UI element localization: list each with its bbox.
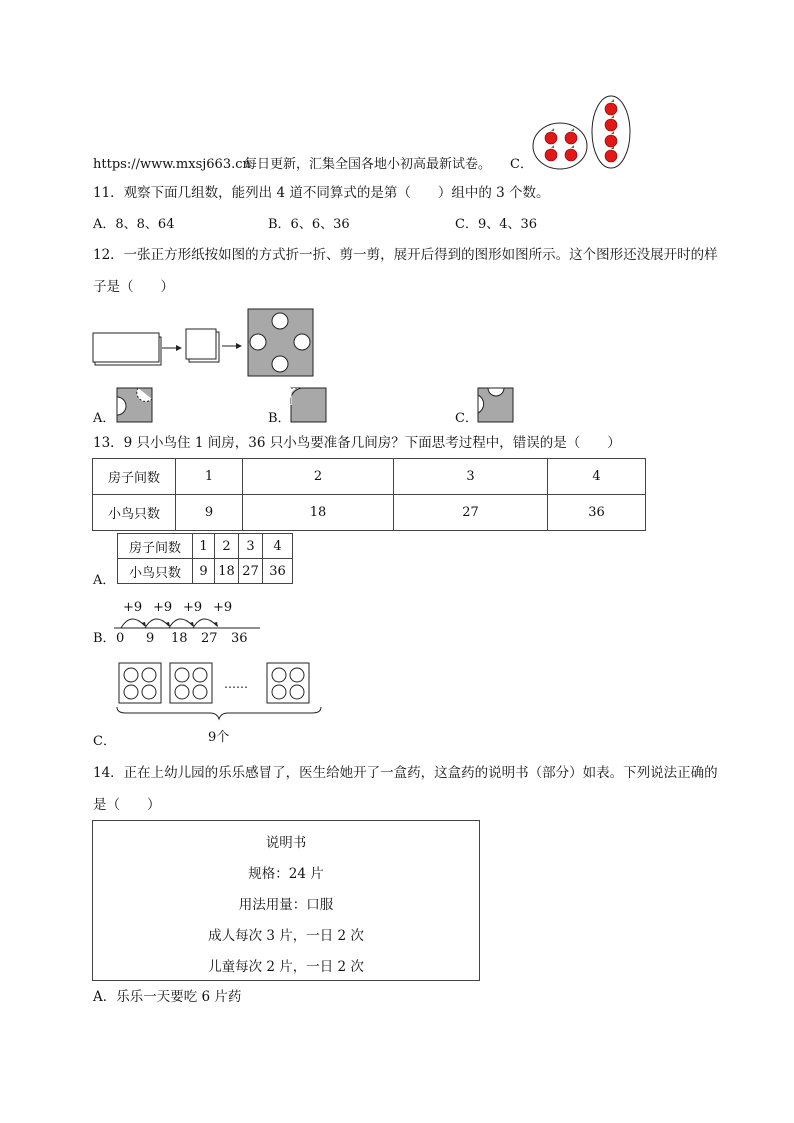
table-cell: 18	[215, 559, 239, 584]
instructions-box	[92, 820, 480, 981]
tick-label: 9	[146, 631, 155, 645]
tick-label: 0	[116, 631, 125, 645]
group-count-label: 9个	[208, 730, 230, 745]
apple-groups-image	[530, 94, 636, 172]
q11-option-a[interactable]: A．8、8、64	[93, 217, 175, 232]
ellipsis: ……	[224, 677, 248, 691]
table-row-header: 房子间数	[118, 534, 193, 559]
instructions-line: 用法用量：口服	[238, 897, 334, 913]
instructions-line: 儿童每次 2 片，一日 2 次	[208, 959, 364, 975]
q13-option-a-label[interactable]: A．	[93, 573, 116, 588]
table-cell: 1	[193, 534, 215, 559]
q13-option-c-groups-diagram[interactable]	[114, 660, 326, 722]
option-c-label: C．	[510, 157, 533, 172]
folding-process-diagram	[92, 306, 317, 380]
table-cell: 27	[394, 495, 548, 531]
table-row-header: 房子间数	[93, 459, 176, 495]
table-cell: 36	[263, 559, 293, 584]
instructions-line: 规格：24 片	[248, 866, 324, 882]
q13-option-b-label[interactable]: B．	[93, 631, 116, 646]
table-cell: 18	[243, 495, 394, 531]
step-label: +9	[213, 600, 233, 615]
table-cell: 1	[176, 459, 243, 495]
q12-option-a-shape[interactable]	[116, 387, 154, 423]
source-url[interactable]: https://www.mxsj663.cn	[93, 157, 251, 172]
table-cell: 27	[239, 559, 263, 584]
q12-stem-line1: 12．一张正方形纸按如图的方式折一折、剪一剪，展开后得到的图形如图所示。这个图形还没展开时的样	[93, 247, 718, 263]
q13-option-a-table[interactable]	[117, 533, 293, 584]
tick-label: 36	[231, 631, 248, 645]
q13-main-table	[92, 458, 646, 531]
table-row-header: 小鸟只数	[118, 559, 193, 584]
q13-option-b-number-line[interactable]	[112, 597, 262, 645]
table-cell: 4	[263, 534, 293, 559]
q14-stem-line1: 14．正在上幼儿园的乐乐感冒了，医生给她开了一盒药，这盒药的说明书（部分）如表。下列说法正确的	[93, 765, 718, 781]
table-cell: 36	[548, 495, 646, 531]
q11-option-c[interactable]: C．9、4、36	[455, 217, 538, 232]
table-row-header: 小鸟只数	[93, 495, 176, 531]
update-notice: 每日更新，汇集全国各地小初高最新试卷。	[244, 157, 492, 172]
tick-label: 27	[201, 631, 218, 645]
q12-stem-line2: 子是（ ）	[93, 279, 174, 295]
table-cell: 4	[548, 459, 646, 495]
table-cell: 9	[176, 495, 243, 531]
step-label: +9	[153, 600, 173, 615]
q12-option-c-shape[interactable]	[477, 387, 515, 423]
table-cell: 2	[215, 534, 239, 559]
q13-stem: 13．9 只小鸟住 1 间房，36 只小鸟要准备几间房？下面思考过程中，错误的是（ ）	[93, 435, 621, 451]
step-label: +9	[183, 600, 203, 615]
table-cell: 3	[239, 534, 263, 559]
q12-option-a-label[interactable]: A．	[93, 411, 116, 426]
step-label: +9	[123, 600, 143, 615]
q11-stem: 11．观察下面几组数，能列出 4 道不同算式的是第（ ）组中的 3 个数。	[93, 185, 550, 201]
q13-option-c-label[interactable]: C．	[93, 734, 116, 749]
instructions-title: 说明书	[265, 835, 307, 851]
q12-option-c-label[interactable]: C．	[455, 411, 478, 426]
instructions-line: 成人每次 3 片，一日 2 次	[208, 928, 364, 944]
q14-option-a[interactable]: A．乐乐一天要吃 6 片药	[93, 989, 242, 1005]
tick-label: 18	[171, 631, 188, 645]
q11-option-b[interactable]: B．6、6、36	[268, 217, 350, 232]
table-cell: 2	[243, 459, 394, 495]
table-cell: 3	[394, 459, 548, 495]
q14-stem-line2: 是（ ）	[93, 797, 161, 813]
q12-option-b-label[interactable]: B．	[268, 411, 291, 426]
table-cell: 9	[193, 559, 215, 584]
q12-option-b-shape[interactable]	[290, 387, 328, 423]
